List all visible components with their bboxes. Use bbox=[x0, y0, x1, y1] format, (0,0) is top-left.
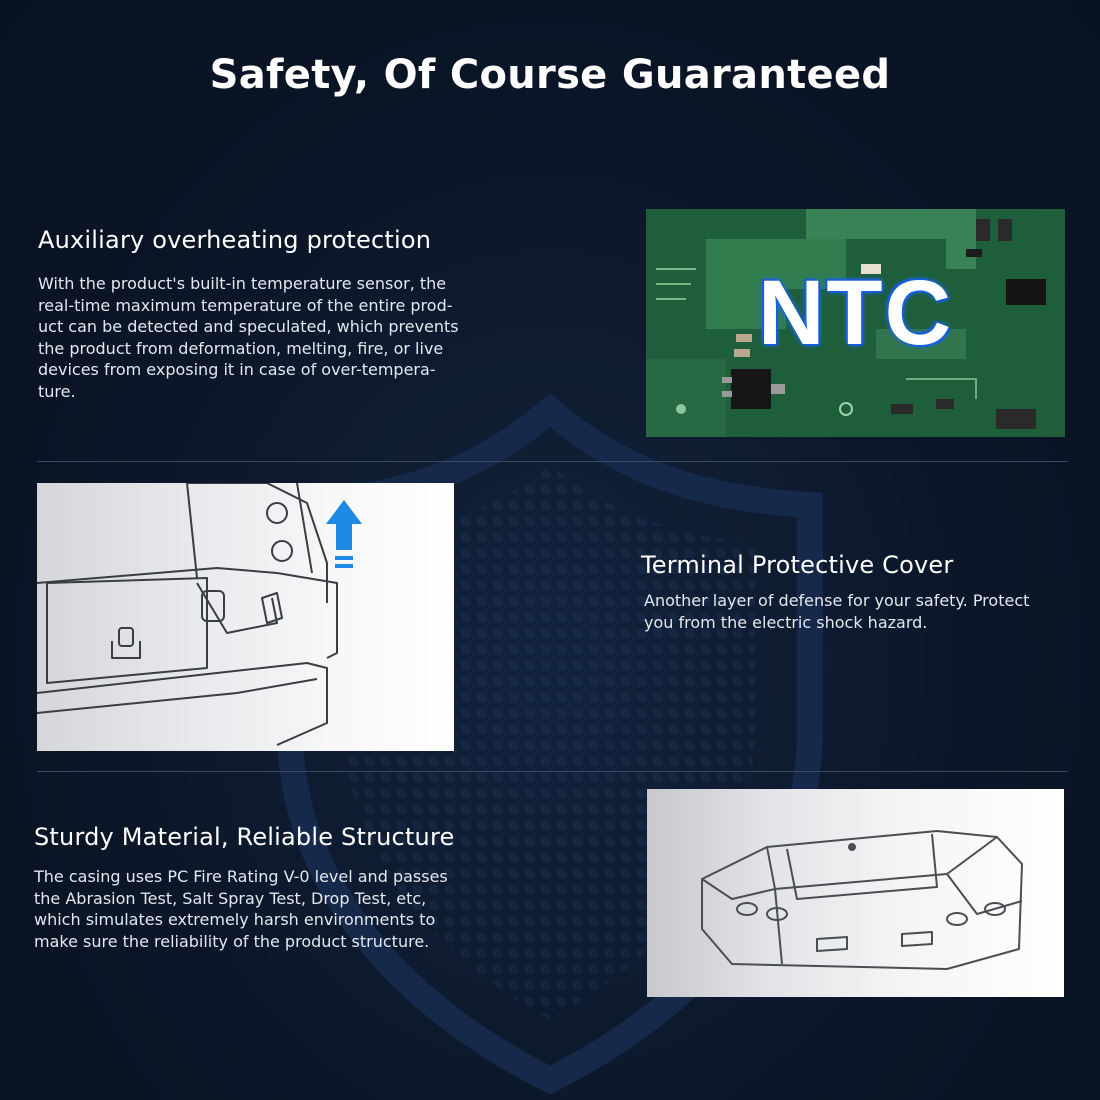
body-line: With the product's built-in temperature sensor, the bbox=[38, 274, 447, 293]
body-line: real-time maximum temperature of the entire prod- bbox=[38, 295, 453, 315]
body-line: The casing uses PC Fire Rating V-0 level and passes bbox=[34, 867, 448, 886]
terminal-cover-image bbox=[37, 483, 454, 751]
page-title: Safety, Of Course Guaranteed bbox=[209, 52, 891, 98]
ntc-overlay-label: NTC bbox=[757, 262, 954, 364]
section-heading-overheating: Auxiliary overheating protection bbox=[38, 226, 432, 254]
body-line: the product from deformation, melting, fire, or live bbox=[38, 338, 444, 358]
section-heading-cover: Terminal Protective Cover bbox=[641, 551, 954, 579]
section-body-overheating bbox=[38, 273, 508, 402]
section-body-cover bbox=[644, 590, 1074, 633]
body-line: devices from exposing it in case of over-tempera- bbox=[38, 360, 436, 379]
body-line: Another layer of defense for your safety. Protect bbox=[644, 591, 1030, 610]
section-divider bbox=[37, 771, 1068, 772]
body-line: uct can be detected and speculated, which prevents bbox=[38, 317, 459, 336]
section-body-material bbox=[34, 866, 504, 952]
body-line: ture. bbox=[38, 381, 76, 401]
device-casing-image bbox=[647, 789, 1064, 997]
body-line: you from the electric shock hazard. bbox=[644, 612, 928, 632]
section-heading-material: Sturdy Material, Reliable Structure bbox=[34, 823, 455, 851]
body-line: the Abrasion Test, Salt Spray Test, Drop Test, etc, bbox=[34, 888, 427, 908]
arrow-up-icon bbox=[324, 498, 364, 576]
body-line: make sure the reliability of the product structure. bbox=[34, 931, 430, 951]
body-line: which simulates extremely harsh environments to bbox=[34, 910, 436, 929]
circuit-board-image bbox=[646, 209, 1065, 437]
section-divider bbox=[37, 461, 1068, 462]
